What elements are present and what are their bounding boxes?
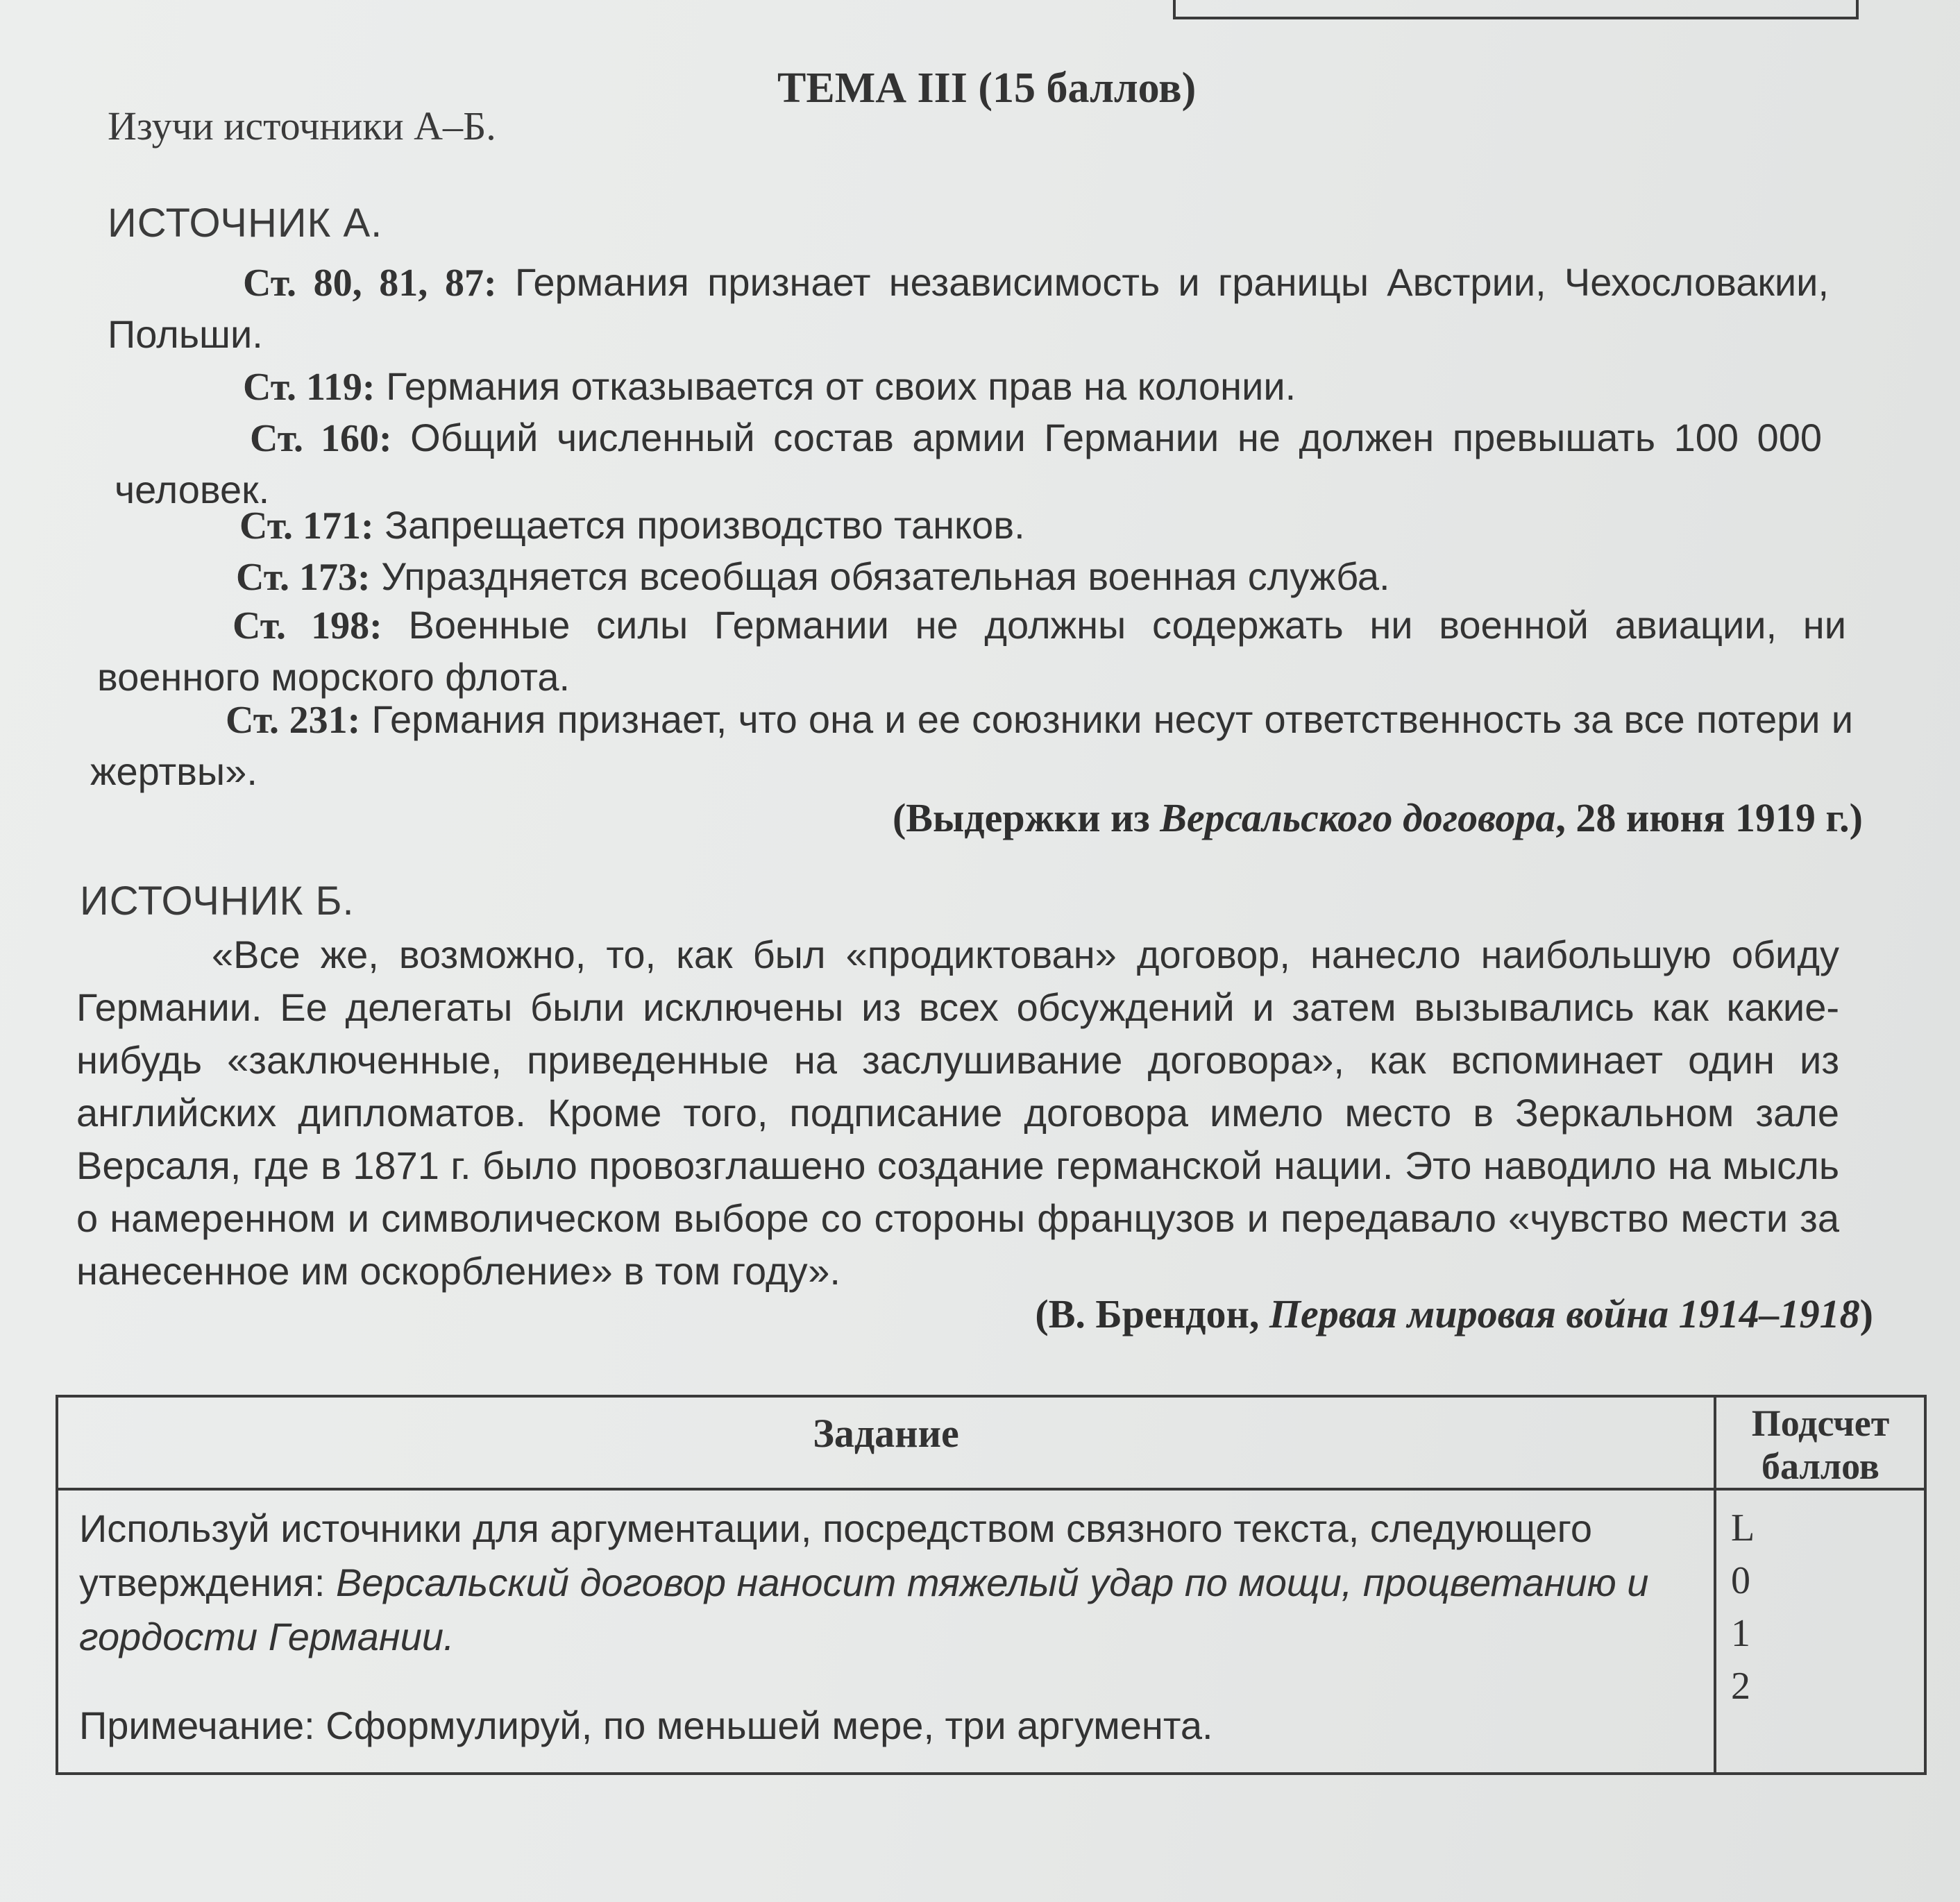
article-text: Германия признает, что она и ее союзники несут ответственность за все потери и жертвы». bbox=[90, 697, 1853, 793]
article-label: Ст. 173: bbox=[236, 556, 371, 599]
task-text bbox=[79, 1502, 1696, 1664]
article-label: Ст. 80, 81, 87: bbox=[243, 262, 497, 305]
article-text: Германия отказывается от своих прав на колонии. bbox=[375, 364, 1296, 408]
citation-suffix: , 28 июня 1919 г.) bbox=[1555, 795, 1863, 840]
article-80-81-87 bbox=[108, 257, 1829, 360]
article-text: Военные силы Германии не должны содержать ни военной авиации, ни военного морского флота. bbox=[97, 603, 1846, 699]
article-label: Ст. 198: bbox=[233, 604, 382, 647]
score-option: 1 bbox=[1731, 1612, 1750, 1655]
citation-prefix: (Выдержки из bbox=[892, 795, 1160, 840]
article-119 bbox=[243, 361, 1839, 413]
article-198 bbox=[97, 600, 1846, 703]
score-header bbox=[1716, 1402, 1925, 1488]
score-option: 2 bbox=[1731, 1665, 1750, 1708]
score-option: L bbox=[1731, 1506, 1755, 1549]
article-231 bbox=[90, 694, 1853, 797]
article-171 bbox=[239, 500, 1836, 552]
source-b-text: «Все же, возможно, то, как был «продиктован» договор, нанесло наибольшую обиду Германии. Ее делегаты были исключены из всех обсуждений и затем вызывались как какие-нибудь «заключенные, приведенные на заслушивание договора», как вспоминает один из английских дипломатов. Кроме того, подписание договора имело место в Зеркальном зале Версаля, где в 1871 г. было провозглашено создание германской нации. Это наводило на мысль о намеренном и символическом выборе со стороны французов и передавало «чувство мести за нанесенное им оскорбление» в том году». bbox=[76, 933, 1839, 1293]
instruction: Изучи источники А–Б. bbox=[108, 103, 496, 148]
article-label: Ст. 119: bbox=[243, 366, 375, 409]
citation-suffix: ) bbox=[1859, 1291, 1873, 1336]
article-label: Ст. 231: bbox=[226, 699, 361, 742]
article-label: Ст. 160: bbox=[250, 417, 392, 460]
score-header-line2: баллов bbox=[1762, 1445, 1879, 1487]
task-note: Примечание: Сформулируй, по меньшей мере, три аргумента. bbox=[79, 1704, 1213, 1747]
source-b-citation bbox=[1035, 1291, 1873, 1337]
citation-title: Версальского договора bbox=[1160, 795, 1556, 840]
article-text: Германия признает независимость и границы Австрии, Чехословакии, Польши. bbox=[108, 260, 1829, 356]
task-table bbox=[56, 1395, 1927, 1775]
article-label: Ст. 171: bbox=[239, 504, 374, 547]
article-text: Упраздняется всеобщая обязательная военная служба. bbox=[370, 554, 1390, 598]
page-title: ТЕМА III (15 баллов) bbox=[777, 65, 1197, 112]
score-option: 0 bbox=[1731, 1559, 1750, 1602]
source-a-heading: ИСТОЧНИК А. bbox=[108, 201, 383, 246]
task-header: Задание bbox=[813, 1411, 959, 1456]
task-claim: Версальский договор наносит тяжелый удар по мощи, процветанию и гордости Германии. bbox=[79, 1561, 1649, 1658]
table-row-divider bbox=[58, 1488, 1924, 1491]
score-options bbox=[1731, 1502, 1755, 1713]
top-table-edge bbox=[1173, 0, 1859, 19]
score-header-line1: Подсчет bbox=[1751, 1402, 1890, 1444]
article-173 bbox=[236, 551, 1832, 603]
article-text: Общий численный состав армии Германии не должен превышать 100 000 человек. bbox=[115, 416, 1822, 511]
source-b-heading: ИСТОЧНИК Б. bbox=[80, 878, 355, 924]
citation-title: Первая мировая война 1914–1918 bbox=[1269, 1291, 1860, 1336]
source-a-citation bbox=[893, 795, 1863, 841]
task-statement: Используй источники для аргументации, посредством связного текста, следующего утверждения: bbox=[79, 1506, 1593, 1604]
citation-prefix: (В. Брендон, bbox=[1035, 1291, 1269, 1336]
article-text: Запрещается производство танков. bbox=[373, 503, 1025, 547]
